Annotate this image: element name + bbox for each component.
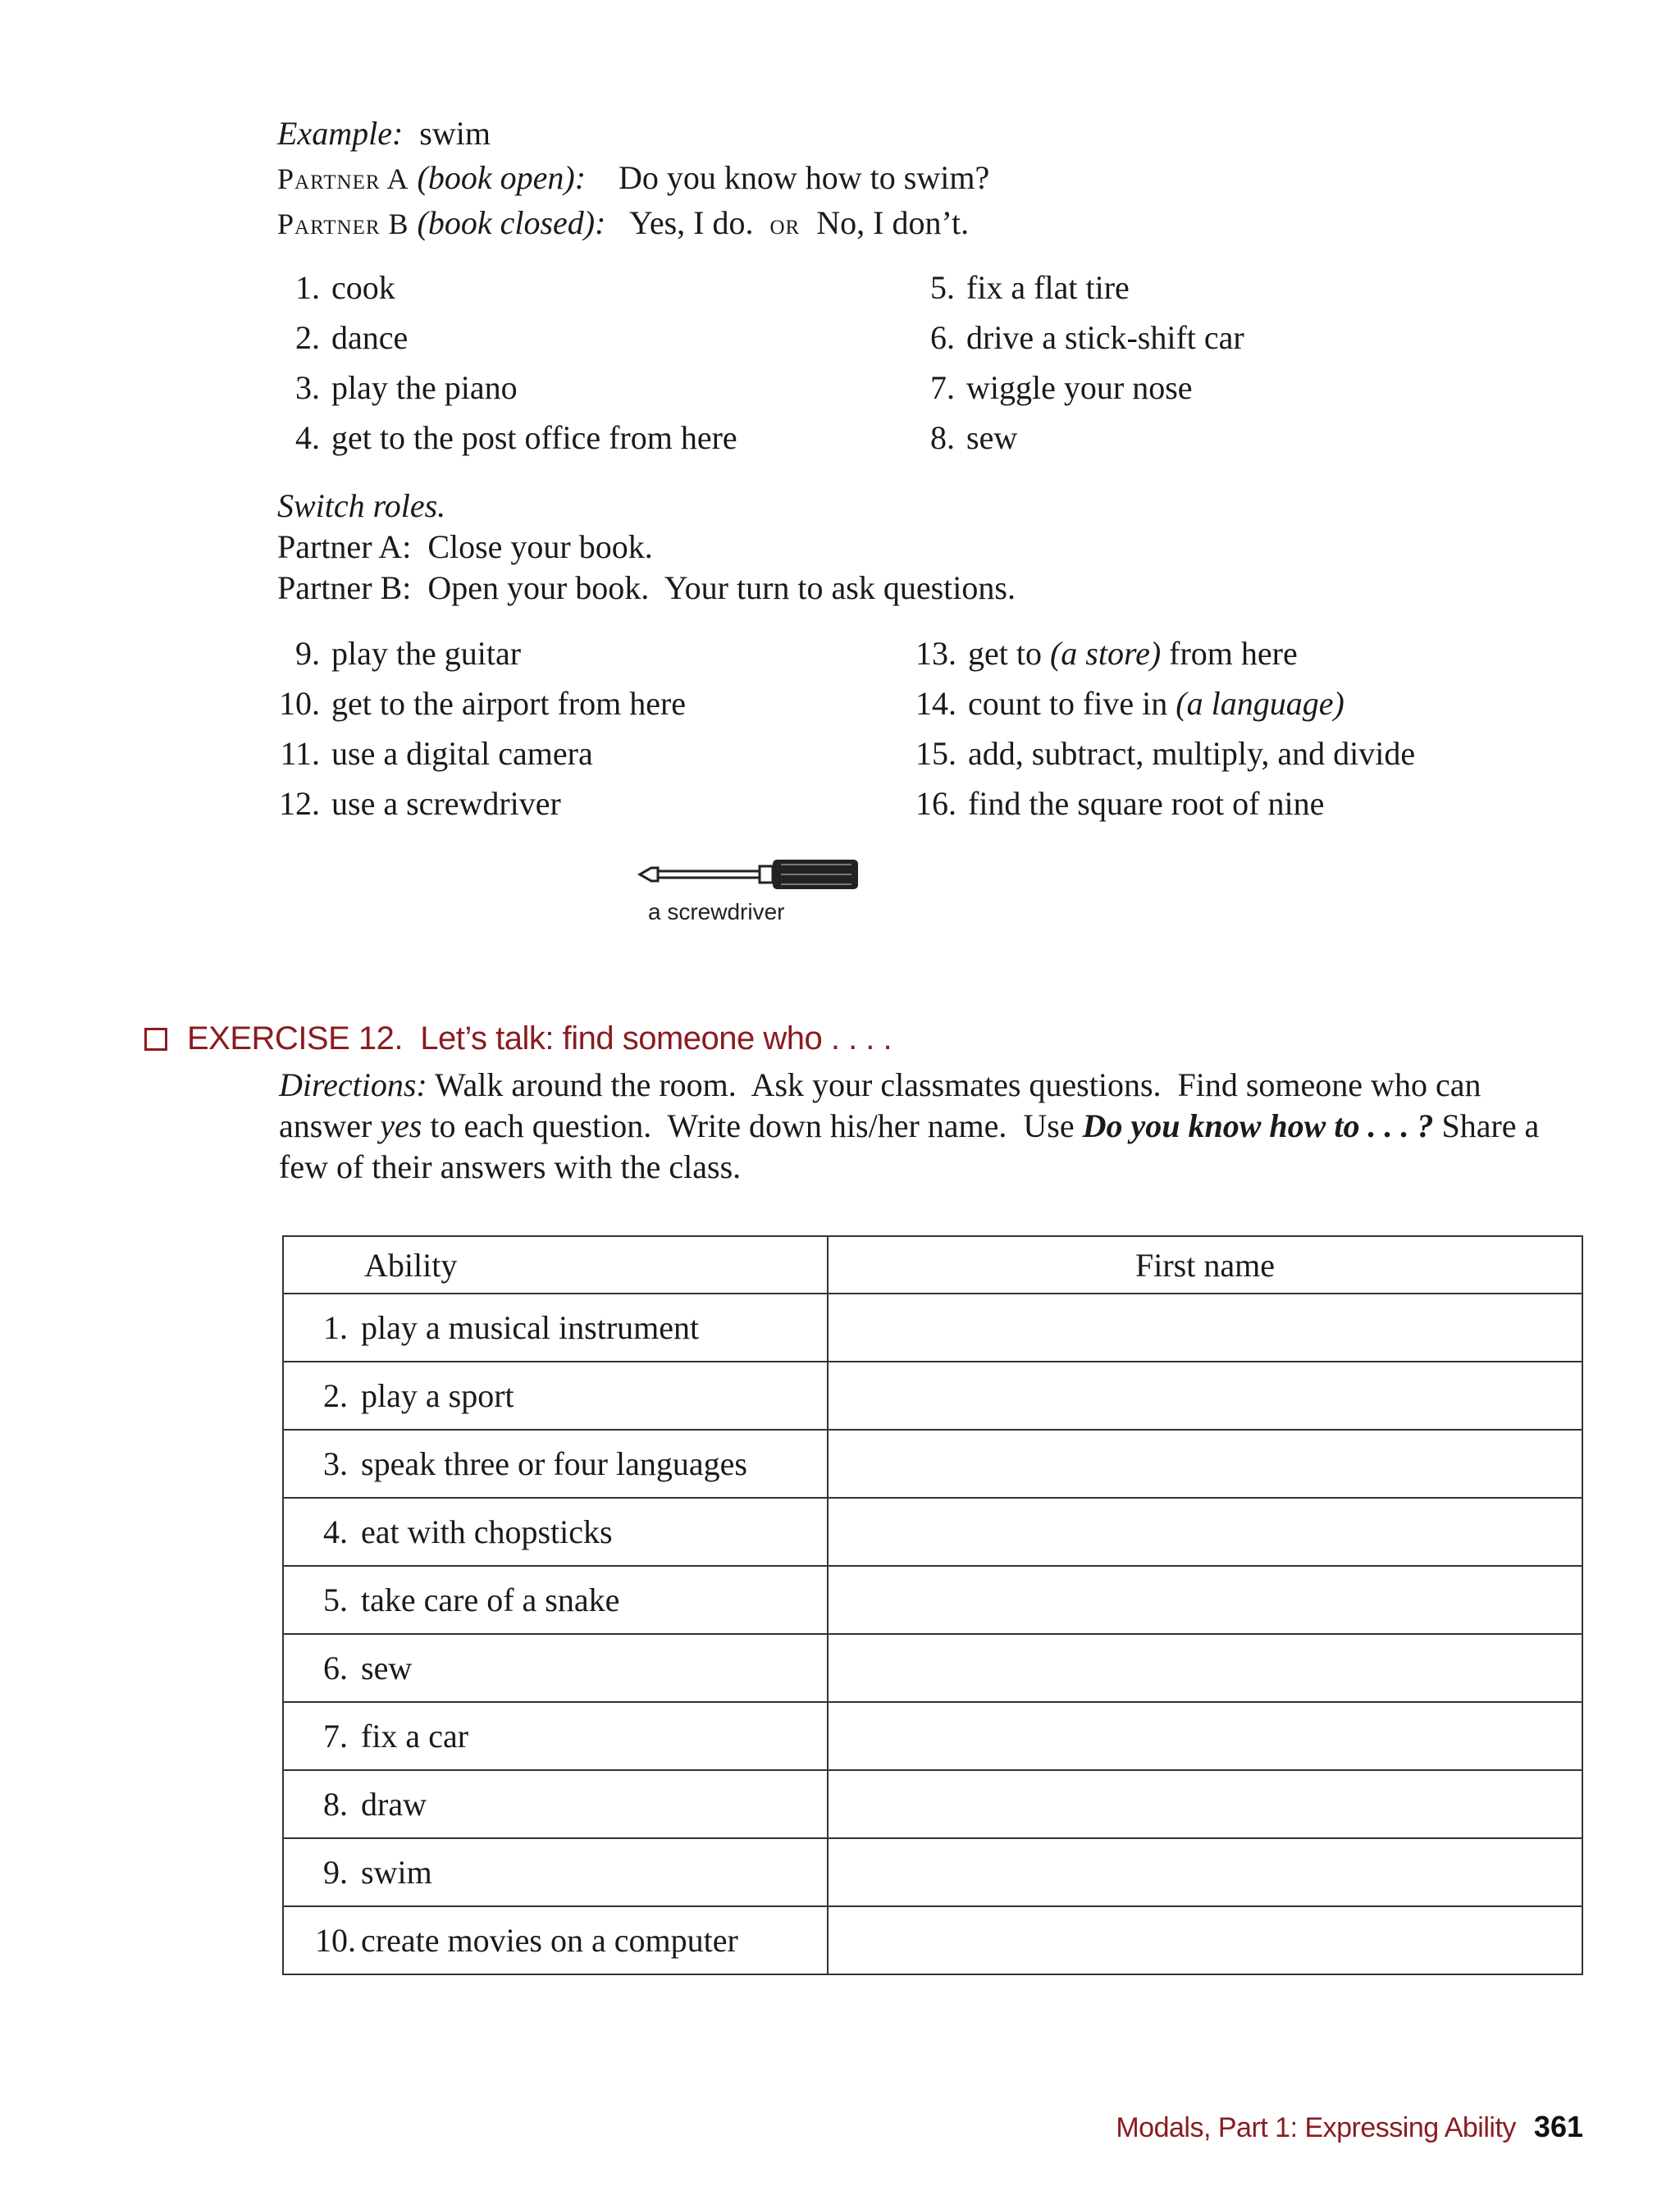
item-placeholder: (a store) (1049, 635, 1162, 672)
screwdriver-icon (637, 853, 865, 896)
item-text: use a digital camera (331, 735, 593, 772)
table-row (283, 1770, 1582, 1838)
directions-text-2: to each question. Write down his/her name. Use (422, 1107, 1083, 1144)
row-number: 9. (323, 1854, 348, 1891)
row-number: 8. (323, 1786, 348, 1823)
partner-b-yes: Yes, I do. (628, 204, 754, 241)
ability-cell (283, 1566, 828, 1634)
ability-table (282, 1235, 1583, 1975)
partner-b-label: Partner B: (277, 569, 412, 606)
row-number: 1. (323, 1309, 348, 1346)
list-item (894, 778, 1415, 828)
item-text: drive a stick-shift car (966, 319, 1244, 356)
item-text: fix a flat tire (966, 269, 1130, 306)
first-name-cell[interactable] (828, 1498, 1582, 1566)
item-number: 6. (930, 319, 955, 356)
table-header-row (283, 1236, 1582, 1294)
chapter-title: Modals, Part 1: Expressing Ability (1116, 2112, 1516, 2143)
directions-label: Directions: (279, 1066, 427, 1103)
first-name-cell[interactable] (828, 1906, 1582, 1974)
item-placeholder: (a language) (1176, 685, 1344, 722)
list-item (258, 728, 686, 778)
list-item (277, 413, 737, 463)
ability-cell (283, 1294, 828, 1362)
item-text: cook (331, 269, 395, 306)
list-item (258, 678, 686, 728)
partner-a-role: Partner A (277, 162, 409, 195)
table-row (283, 1702, 1582, 1770)
list1-left (277, 262, 737, 463)
list-item (277, 313, 737, 363)
ability-cell (283, 1770, 828, 1838)
example-block (277, 112, 989, 246)
item-number: 13. (915, 635, 956, 672)
partner-b-role: Partner B (277, 208, 409, 240)
item-number: 15. (915, 735, 956, 772)
first-name-cell[interactable] (828, 1702, 1582, 1770)
list-item (912, 262, 1244, 313)
list-item (258, 778, 686, 828)
partner-b-or: or (769, 208, 801, 240)
first-name-cell[interactable] (828, 1770, 1582, 1838)
page-footer (1083, 2110, 1583, 2144)
ability-text: eat with chopsticks (361, 1513, 613, 1550)
row-number: 6. (323, 1650, 348, 1686)
page-number: 361 (1533, 2110, 1583, 2143)
screwdriver-caption: a screwdriver (648, 899, 785, 924)
row-number: 10. (315, 1922, 356, 1959)
table-row (283, 1498, 1582, 1566)
ability-cell (283, 1362, 828, 1430)
item-number: 12. (279, 785, 320, 822)
item-text: add, subtract, multiply, and divide (968, 735, 1416, 772)
switch-roles-title: Switch roles. (277, 487, 446, 524)
table-row (283, 1430, 1582, 1498)
table-row (283, 1362, 1582, 1430)
table-row (283, 1634, 1582, 1702)
list-item (912, 363, 1244, 413)
item-number: 9. (295, 635, 320, 672)
item-text: get to (968, 635, 1050, 672)
table-row (283, 1566, 1582, 1634)
item-number: 14. (915, 685, 956, 722)
ability-cell (283, 1430, 828, 1498)
first-name-cell[interactable] (828, 1838, 1582, 1906)
row-number: 2. (323, 1377, 348, 1414)
ability-cell (283, 1906, 828, 1974)
item-text: play the piano (331, 369, 518, 406)
list-item (277, 363, 737, 413)
row-number: 3. (323, 1445, 348, 1482)
directions-text-3: Share a few of their answers with the class. (279, 1107, 1540, 1185)
item-number: 4. (295, 419, 320, 456)
item-number: 8. (930, 419, 955, 456)
item-number: 10. (279, 685, 320, 722)
ability-cell (283, 1702, 828, 1770)
item-number: 16. (915, 785, 956, 822)
list-item (912, 413, 1244, 463)
directions-text-1: Walk around the room. Ask your classmates questions. Find someone who can answer (279, 1066, 1490, 1144)
partner-a-line (277, 156, 989, 201)
item-text: find the square root of nine (968, 785, 1325, 822)
item-number: 2. (295, 319, 320, 356)
ability-text: draw (361, 1786, 427, 1823)
partner-a-label: Partner A: (277, 528, 412, 565)
switch-partner-b (277, 568, 1016, 609)
partner-a-text: Do you know how to swim? (619, 159, 990, 196)
switch-partner-a (277, 527, 1016, 568)
table-row (283, 1838, 1582, 1906)
list-item (277, 262, 737, 313)
item-number: 11. (280, 735, 320, 772)
partner-b-note: (book closed): (417, 204, 606, 241)
row-number: 5. (323, 1581, 348, 1618)
ability-text: sew (361, 1650, 413, 1686)
first-name-cell[interactable] (828, 1430, 1582, 1498)
example-line (277, 112, 989, 156)
row-number: 4. (323, 1513, 348, 1550)
ability-cell (283, 1838, 828, 1906)
ability-text: play a sport (361, 1377, 514, 1414)
exercise-header (144, 1020, 892, 1057)
ability-text: speak three or four languages (361, 1445, 747, 1482)
list2-left (258, 628, 686, 828)
item-text: dance (331, 319, 409, 356)
item-number: 1. (295, 269, 320, 306)
list1-right (912, 262, 1244, 463)
table-row (283, 1294, 1582, 1362)
list-item (894, 628, 1415, 678)
directions-yes: yes (380, 1107, 422, 1144)
header-ability: Ability (283, 1236, 828, 1294)
list-item (894, 678, 1415, 728)
partner-a-note: (book open): (417, 159, 587, 196)
exercise-title: EXERCISE 12. Let’s talk: find someone who . . . . (187, 1020, 892, 1056)
first-name-cell[interactable] (828, 1294, 1582, 1362)
list-item (912, 313, 1244, 363)
partner-b-line (277, 201, 989, 246)
checkbox-icon (144, 1028, 167, 1051)
item-number: 5. (930, 269, 955, 306)
ability-text: swim (361, 1854, 432, 1891)
header-first-name: First name (828, 1236, 1582, 1294)
item-number: 3. (295, 369, 320, 406)
ability-cell (283, 1498, 828, 1566)
list-item (258, 628, 686, 678)
item-text: play the guitar (331, 635, 522, 672)
example-label: Example: (277, 115, 404, 152)
first-name-cell[interactable] (828, 1362, 1582, 1430)
ability-text: create movies on a computer (361, 1922, 738, 1959)
partner-b-no: No, I don’t. (816, 204, 970, 241)
ability-text: play a musical instrument (361, 1309, 700, 1346)
item-text: get to the airport from here (331, 685, 687, 722)
first-name-cell[interactable] (828, 1634, 1582, 1702)
ability-text: fix a car (361, 1718, 469, 1755)
item-text: wiggle your nose (966, 369, 1193, 406)
directions-bold-phrase: Do you know how to . . . ? (1082, 1107, 1434, 1144)
partner-a-instruction: Close your book. (427, 528, 653, 565)
table-row (283, 1906, 1582, 1974)
first-name-cell[interactable] (828, 1566, 1582, 1634)
item-text: get to the post office from here (331, 419, 737, 456)
item-text: use a screwdriver (331, 785, 561, 822)
item-number: 7. (930, 369, 955, 406)
partner-b-instruction: Open your book. Your turn to ask questions. (427, 569, 1016, 606)
list-item (894, 728, 1415, 778)
row-number: 7. (323, 1718, 348, 1755)
switch-roles-block (277, 486, 1016, 609)
item-text: sew (966, 419, 1018, 456)
item-text-end: from here (1161, 635, 1298, 672)
list2-right (894, 628, 1415, 828)
item-text: count to five in (968, 685, 1176, 722)
ability-cell (283, 1634, 828, 1702)
exercise-directions (279, 1065, 1559, 1188)
example-word: swim (419, 115, 491, 152)
ability-text: take care of a snake (361, 1581, 620, 1618)
